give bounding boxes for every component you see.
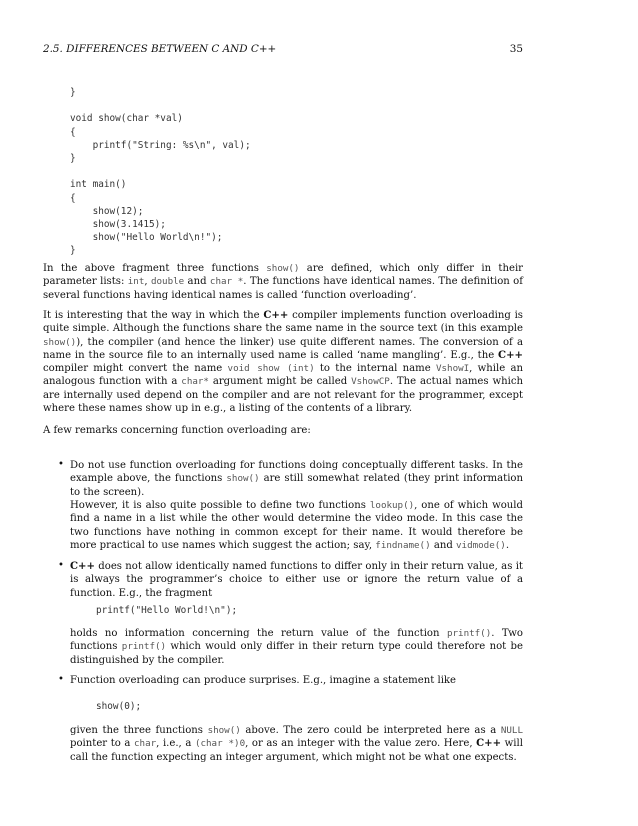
bullet-icon: • bbox=[58, 459, 64, 470]
code-snippet: show(0); bbox=[96, 701, 142, 712]
inline-code: show() bbox=[207, 725, 241, 736]
inline-code: show() bbox=[226, 473, 260, 485]
inline-code: int bbox=[127, 276, 145, 288]
code-snippet: printf("Hello World!\n"); bbox=[96, 605, 238, 616]
inline-code: void show (int) bbox=[227, 363, 315, 375]
inline-code: char bbox=[134, 738, 157, 750]
inline-code: printf() bbox=[446, 628, 492, 639]
inline-code: show() bbox=[43, 336, 77, 348]
inline-code: lookup() bbox=[369, 500, 415, 511]
list-item-paragraph: holds no information concerning the return value of the function printf(). Two functions printf() which would only differ in their return type could therefore not be distinguished by the compiler. bbox=[70, 628, 523, 666]
inline-code: VshowCP bbox=[351, 376, 390, 388]
list-item-paragraph: However, it is also quite possible to define two functions lookup(), one of which would find a name in a list while the other would determine the video mode. In this case the two functions have nothing in common except for their name. It would therefore be more practical to use names which suggest the action; say, findname() and vidmode(). bbox=[70, 500, 523, 551]
inline-code: char* bbox=[181, 376, 209, 388]
inline-code: printf() bbox=[121, 641, 167, 653]
paragraph: It is interesting that the way in which the C++ compiler implements function overloading is quite simple. Although the functions share the same name in the source text (in this example show()), the compiler (and hence the linker) use quite different names. The conversion of a name in the source file to an internally used name is called ‘name mangling’. E.g., the C++ compiler might convert the name void show (int) to the internal name VshowI, while an analogous function with a char* argument might be called VshowCP. The actual names which are internally used depend on the compiler and are not relevant for the programmer, except where these names show up in e.g., a listing of the contents of a library. bbox=[43, 310, 523, 415]
inline-code: NULL bbox=[500, 725, 523, 736]
code-block: } void show(char *val) { printf("String: %s\n", val); } int main() { show(12); show(3.1415); show("Hello World\n!"); } bbox=[70, 87, 251, 257]
inline-code: show() bbox=[266, 263, 300, 274]
running-header bbox=[43, 43, 523, 55]
paragraph: In the above fragment three functions show() are defined, which only differ in their parameter lists: int, double and char *. The functions have identical names. The definition of several functions having identical names is called ‘function overloading’. bbox=[43, 263, 524, 301]
page-number: 35 bbox=[509, 43, 523, 55]
section-title: 2.5. DIFFERENCES BETWEEN C AND C++ bbox=[43, 43, 277, 55]
inline-code: (char *)0 bbox=[194, 738, 246, 750]
inline-code: vidmode() bbox=[456, 539, 506, 551]
list-item: Function overloading can produce surprises. E.g., imagine a statement like bbox=[70, 675, 457, 686]
list-item: C++ does not allow identically named functions to differ only in their return value, as it is always the programmer’s choice to either use or ignore the return value of a function. E.g., the fragment bbox=[70, 561, 523, 599]
bullet-icon: • bbox=[58, 560, 64, 571]
list-item-paragraph: given the three functions show() above. The zero could be interpreted here as a NULL pointer to a char, i.e., a (char *)0, or as an integer with the value zero. Here, C++ will call the function expecting an integer argument, which might not be what one expects. bbox=[70, 725, 523, 763]
list-item: Do not use function overloading for functions doing conceptually different tasks. In the example above, the functions show() are still somewhat related (they print information to the screen). bbox=[70, 460, 524, 498]
inline-code: char * bbox=[209, 276, 244, 288]
bullet-icon: • bbox=[58, 674, 64, 685]
inline-code: VshowI bbox=[435, 363, 470, 375]
paragraph: A few remarks concerning function overloading are: bbox=[43, 425, 311, 436]
inline-code: findname() bbox=[375, 539, 431, 551]
inline-code: double bbox=[150, 276, 185, 288]
